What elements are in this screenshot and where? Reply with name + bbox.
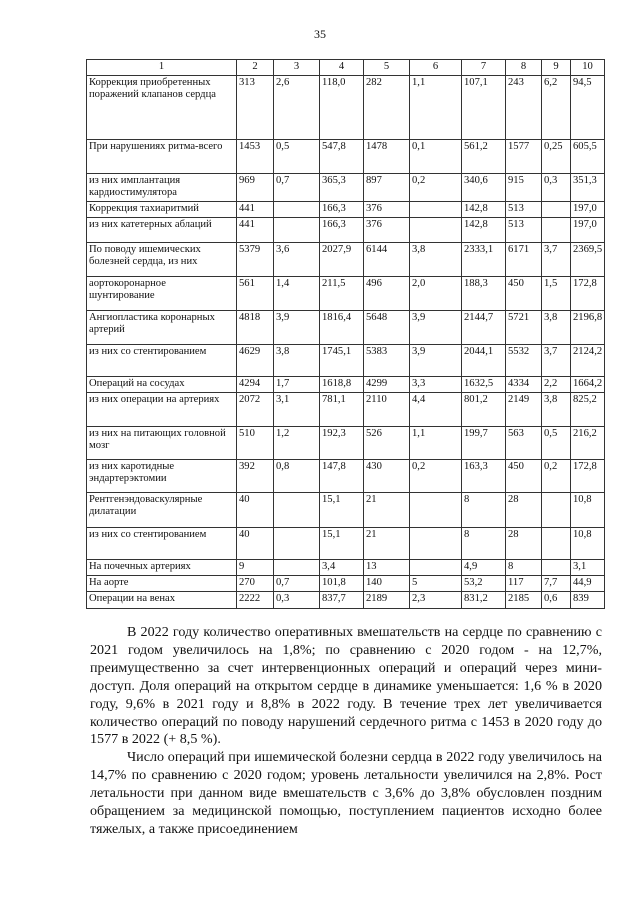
table-cell: 282 — [364, 75, 410, 139]
table-cell: 3,7 — [542, 344, 571, 376]
table-cell: 1,2 — [274, 426, 320, 459]
table-cell: 831,2 — [462, 591, 506, 608]
table-cell — [274, 492, 320, 527]
row-label-cell: аортокоронарное шунтирование — [87, 276, 237, 310]
table-cell: 0,5 — [274, 139, 320, 173]
table-cell: 4,9 — [462, 559, 506, 575]
body-text — [90, 624, 602, 839]
table-cell: 13 — [364, 559, 410, 575]
table-cell: 839 — [571, 591, 605, 608]
table-cell: 0,5 — [542, 426, 571, 459]
table-cell: 9 — [237, 559, 274, 575]
table-cell: 3,8 — [410, 242, 462, 276]
table-cell: 3,9 — [410, 310, 462, 344]
table-cell: 837,7 — [320, 591, 364, 608]
table-cell: 825,2 — [571, 392, 605, 426]
table-cell — [274, 217, 320, 242]
table-cell: 142,8 — [462, 201, 506, 217]
table-cell: 2,2 — [542, 376, 571, 392]
table-cell — [274, 559, 320, 575]
table-cell — [410, 527, 462, 559]
table-cell: 392 — [237, 459, 274, 492]
table-cell: 10,8 — [571, 492, 605, 527]
row-label-cell: из них катетерных аблаций — [87, 217, 237, 242]
table-cell: 94,5 — [571, 75, 605, 139]
table-cell — [542, 201, 571, 217]
table-cell: 1664,2 — [571, 376, 605, 392]
table-cell: 3,1 — [571, 559, 605, 575]
table-cell: 101,8 — [320, 575, 364, 591]
table-cell: 2222 — [237, 591, 274, 608]
table-row — [87, 492, 605, 527]
table-cell: 547,8 — [320, 139, 364, 173]
table-cell: 430 — [364, 459, 410, 492]
table-cell: 0,3 — [542, 173, 571, 201]
table-cell: 0,6 — [542, 591, 571, 608]
table-cell: 53,2 — [462, 575, 506, 591]
table-cell: 0,2 — [410, 173, 462, 201]
table-cell: 2124,2 — [571, 344, 605, 376]
row-label-cell: Операций на сосудах — [87, 376, 237, 392]
column-header: 9 — [542, 60, 571, 76]
table-cell: 0,2 — [542, 459, 571, 492]
row-label-cell: На аорте — [87, 575, 237, 591]
table-body — [87, 75, 605, 608]
table-cell: 513 — [506, 201, 542, 217]
table-cell: 4294 — [237, 376, 274, 392]
table-row — [87, 376, 605, 392]
table-cell: 166,3 — [320, 217, 364, 242]
table-cell: 243 — [506, 75, 542, 139]
table-cell: 40 — [237, 527, 274, 559]
table-cell: 117 — [506, 575, 542, 591]
table-cell: 3,6 — [274, 242, 320, 276]
table-cell: 0,1 — [410, 139, 462, 173]
table-cell — [274, 201, 320, 217]
table-cell: 163,3 — [462, 459, 506, 492]
row-label-cell: из них на питающих головной мозг — [87, 426, 237, 459]
table-cell: 28 — [506, 527, 542, 559]
column-header: 8 — [506, 60, 542, 76]
table-cell: 21 — [364, 527, 410, 559]
table-cell: 5383 — [364, 344, 410, 376]
table-cell: 351,3 — [571, 173, 605, 201]
table-cell: 44,9 — [571, 575, 605, 591]
table-cell: 4629 — [237, 344, 274, 376]
table-cell: 2185 — [506, 591, 542, 608]
table-cell: 5721 — [506, 310, 542, 344]
table-cell: 2196,8 — [571, 310, 605, 344]
table-cell: 1478 — [364, 139, 410, 173]
table-cell: 4,4 — [410, 392, 462, 426]
table-cell: 340,6 — [462, 173, 506, 201]
table-cell: 376 — [364, 217, 410, 242]
table-cell: 40 — [237, 492, 274, 527]
paragraph: В 2022 году количество оперативных вмешательств на сердце по сравнению с 2021 годом увеличилось на 1,8%; по сравнению с 2020 годом - на 12,7%, преимущественно за счет интервенционных операций и операций через мини-доступ. Доля операций на открытом сердце в динамике уменьшается: 1,6 % в 2020 году, 9,6% в 2021 году и 8,8% в 2022 году. В течение трех лет увеличивается количество операций по поводу нарушений сердечного ритма с 1453 в 2020 году до 1577 в 2022 (+ 8,5 %). — [90, 624, 602, 748]
table-cell: 3,7 — [542, 242, 571, 276]
table-cell — [542, 217, 571, 242]
table-cell: 6144 — [364, 242, 410, 276]
row-label-cell: Операции на венах — [87, 591, 237, 608]
table-cell: 450 — [506, 276, 542, 310]
table-cell: 1453 — [237, 139, 274, 173]
column-header: 2 — [237, 60, 274, 76]
table-cell: 0,2 — [410, 459, 462, 492]
table-cell — [410, 559, 462, 575]
table-row — [87, 426, 605, 459]
table-cell: 216,2 — [571, 426, 605, 459]
table-cell: 192,3 — [320, 426, 364, 459]
table-cell: 2144,7 — [462, 310, 506, 344]
row-label-cell: Рентгенэндоваскулярные дилатации — [87, 492, 237, 527]
table-cell: 197,0 — [571, 217, 605, 242]
table-cell: 1577 — [506, 139, 542, 173]
table-cell: 0,3 — [274, 591, 320, 608]
table-row — [87, 276, 605, 310]
table-cell — [542, 559, 571, 575]
table-cell: 172,8 — [571, 276, 605, 310]
table-cell: 561,2 — [462, 139, 506, 173]
table-cell: 199,7 — [462, 426, 506, 459]
table-cell: 166,3 — [320, 201, 364, 217]
row-label-cell: Ангиопластика коронарных артерий — [87, 310, 237, 344]
table-cell: 28 — [506, 492, 542, 527]
table-cell — [542, 492, 571, 527]
table-cell: 5 — [410, 575, 462, 591]
table-cell: 510 — [237, 426, 274, 459]
paragraph: Число операций при ишемической болезни сердца в 2022 году увеличилось на 14,7% по сравнению с 2020 годом; уровень летальности увеличился на 2,8%. Рост летальности при данном виде вмешательств с 3,6% до 3,8% обусловлен поздним обращением за медицинской помощью, поступлением пациентов исходно более тяжелых, а также присоединением — [90, 749, 602, 837]
table-cell: 4299 — [364, 376, 410, 392]
table-cell: 2,3 — [410, 591, 462, 608]
table-cell: 107,1 — [462, 75, 506, 139]
table-cell: 2027,9 — [320, 242, 364, 276]
table-row — [87, 591, 605, 608]
table-cell: 197,0 — [571, 201, 605, 217]
row-label-cell: из них имплантация кардиостимулятора — [87, 173, 237, 201]
table-cell: 1,1 — [410, 426, 462, 459]
row-label-cell: из них со стентированием — [87, 344, 237, 376]
table-cell: 8 — [506, 559, 542, 575]
table-cell — [274, 527, 320, 559]
table-cell: 3,4 — [320, 559, 364, 575]
column-header: 5 — [364, 60, 410, 76]
row-label-cell: из них операции на артериях — [87, 392, 237, 426]
table-cell: 172,8 — [571, 459, 605, 492]
table-cell: 5532 — [506, 344, 542, 376]
column-header: 10 — [571, 60, 605, 76]
row-label-cell: На почечных артериях — [87, 559, 237, 575]
table-cell: 915 — [506, 173, 542, 201]
table-cell: 10,8 — [571, 527, 605, 559]
table-cell: 4334 — [506, 376, 542, 392]
row-label-cell: Коррекция приобретенных поражений клапанов сердца — [87, 75, 237, 139]
row-label-cell: из них каротидные эндартерэктомии — [87, 459, 237, 492]
column-header: 7 — [462, 60, 506, 76]
table-cell — [410, 217, 462, 242]
table-row — [87, 459, 605, 492]
table-cell: 441 — [237, 201, 274, 217]
table-row — [87, 75, 605, 139]
table-cell: 1618,8 — [320, 376, 364, 392]
table-cell: 526 — [364, 426, 410, 459]
table-cell: 605,5 — [571, 139, 605, 173]
table-cell: 897 — [364, 173, 410, 201]
table-cell: 0,7 — [274, 575, 320, 591]
table-cell: 270 — [237, 575, 274, 591]
table-cell: 1816,4 — [320, 310, 364, 344]
table-cell: 3,8 — [542, 310, 571, 344]
table-cell: 2369,5 — [571, 242, 605, 276]
table-cell: 969 — [237, 173, 274, 201]
table-cell: 441 — [237, 217, 274, 242]
table-row — [87, 201, 605, 217]
table-cell: 3,3 — [410, 376, 462, 392]
row-label-cell: При нарушениях ритма-всего — [87, 139, 237, 173]
table-row — [87, 139, 605, 173]
table-row — [87, 310, 605, 344]
table-cell: 5379 — [237, 242, 274, 276]
row-label-cell: Коррекция тахиаритмий — [87, 201, 237, 217]
table-cell: 21 — [364, 492, 410, 527]
table-cell: 2149 — [506, 392, 542, 426]
table-cell: 1,5 — [542, 276, 571, 310]
table-cell: 3,8 — [542, 392, 571, 426]
table-row — [87, 217, 605, 242]
row-label-cell: По поводу ишемических болезней сердца, из них — [87, 242, 237, 276]
table-cell: 1,4 — [274, 276, 320, 310]
table-cell: 15,1 — [320, 492, 364, 527]
page-number: 35 — [314, 27, 326, 41]
table-row — [87, 559, 605, 575]
table-cell: 6,2 — [542, 75, 571, 139]
table-cell: 8 — [462, 492, 506, 527]
table-cell: 147,8 — [320, 459, 364, 492]
table-cell: 365,3 — [320, 173, 364, 201]
table-cell: 140 — [364, 575, 410, 591]
table-cell: 2,0 — [410, 276, 462, 310]
table-cell: 2044,1 — [462, 344, 506, 376]
table-cell: 2072 — [237, 392, 274, 426]
column-header: 1 — [87, 60, 237, 76]
column-header: 6 — [410, 60, 462, 76]
surgery-statistics-table — [86, 59, 605, 609]
table-cell: 2,6 — [274, 75, 320, 139]
table-cell: 0,8 — [274, 459, 320, 492]
column-header: 3 — [274, 60, 320, 76]
table-cell: 376 — [364, 201, 410, 217]
table-row — [87, 242, 605, 276]
table-cell: 2110 — [364, 392, 410, 426]
table-cell: 3,9 — [274, 310, 320, 344]
table-cell: 3,8 — [274, 344, 320, 376]
table-cell: 15,1 — [320, 527, 364, 559]
table-cell: 801,2 — [462, 392, 506, 426]
table-cell: 0,7 — [274, 173, 320, 201]
table-cell: 2189 — [364, 591, 410, 608]
table-cell: 1745,1 — [320, 344, 364, 376]
table-row — [87, 344, 605, 376]
table-cell: 1,7 — [274, 376, 320, 392]
table-cell: 561 — [237, 276, 274, 310]
table-cell: 313 — [237, 75, 274, 139]
table-cell: 513 — [506, 217, 542, 242]
table-cell: 6171 — [506, 242, 542, 276]
table-cell: 0,25 — [542, 139, 571, 173]
table-cell: 1,1 — [410, 75, 462, 139]
table-cell: 781,1 — [320, 392, 364, 426]
table-cell: 211,5 — [320, 276, 364, 310]
table-row — [87, 575, 605, 591]
column-header: 4 — [320, 60, 364, 76]
table-cell — [542, 527, 571, 559]
table-cell: 7,7 — [542, 575, 571, 591]
table-cell: 142,8 — [462, 217, 506, 242]
table-cell: 188,3 — [462, 276, 506, 310]
table-row — [87, 173, 605, 201]
table-cell: 118,0 — [320, 75, 364, 139]
table-cell: 5648 — [364, 310, 410, 344]
table-cell: 4818 — [237, 310, 274, 344]
table-cell: 3,9 — [410, 344, 462, 376]
table-cell: 496 — [364, 276, 410, 310]
row-label-cell: из них со стентированием — [87, 527, 237, 559]
table-cell: 8 — [462, 527, 506, 559]
table-header-row — [87, 60, 605, 76]
table-cell: 2333,1 — [462, 242, 506, 276]
table-cell — [410, 201, 462, 217]
table-cell — [410, 492, 462, 527]
table-cell: 1632,5 — [462, 376, 506, 392]
table-cell: 563 — [506, 426, 542, 459]
table-cell: 450 — [506, 459, 542, 492]
table-row — [87, 527, 605, 559]
table-row — [87, 392, 605, 426]
table-cell: 3,1 — [274, 392, 320, 426]
